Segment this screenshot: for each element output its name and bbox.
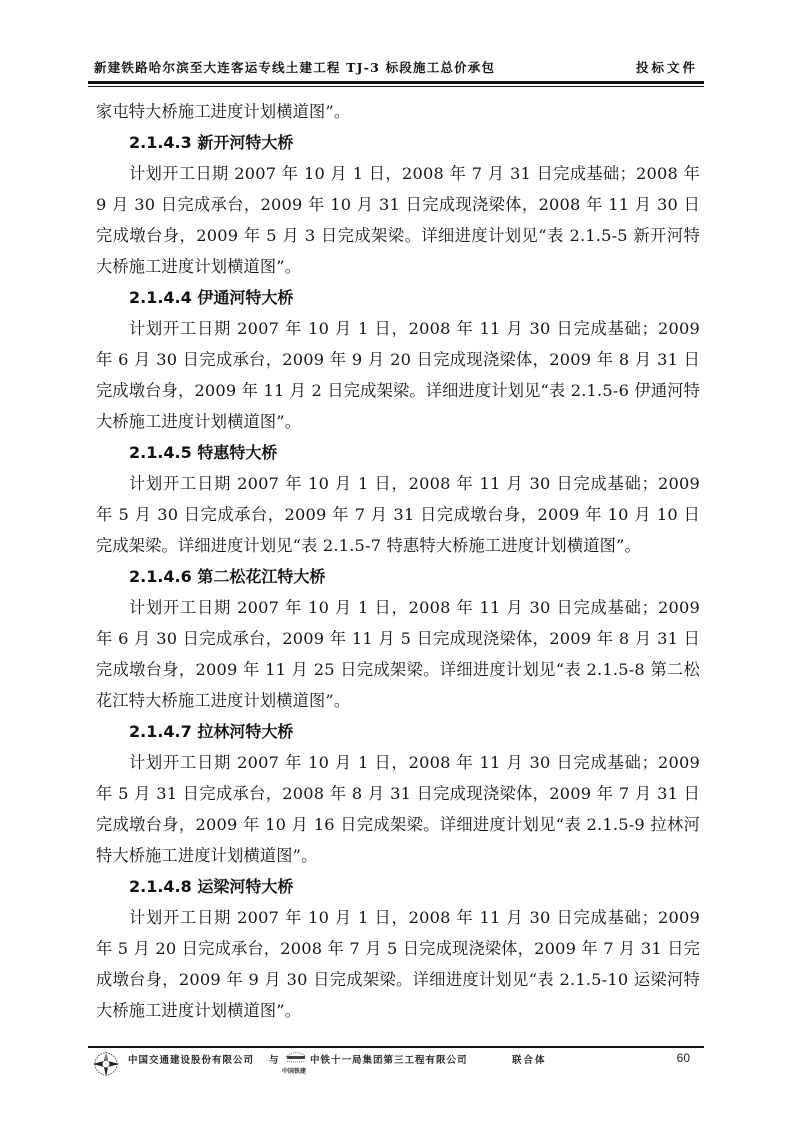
section-2-1-4-3 xyxy=(96,127,700,282)
company-name-2: 中铁十一局集团第三工程有限公司 xyxy=(310,1055,468,1066)
section-paragraph: 计划开工日期 2007 年 10 月 1 日，2008 年 11 月 30 日完成基础；2009 年 6 月 30 日完成承台，2009 年 9 月 20 日完成现浇梁体，2009 年 8 月 31 日完成墩台身，2009 年 11 月 2 日完成架梁。详细进度计划见“表 2.1.5-6 伊通河特大桥施工进度计划横道图”。 xyxy=(96,319,700,431)
section-heading: 2.1.4.8 运梁河特大桥 xyxy=(129,877,294,896)
page-body xyxy=(96,96,700,1026)
section-2-1-4-4 xyxy=(96,282,700,437)
section-paragraph: 计划开工日期 2007 年 10 月 1 日，2008 年 11 月 30 日完成基础；2009 年 5 月 20 日完成承台，2008 年 7 月 5 日完成现浇梁体，2009 年 7 月 31 日完成墩台身，2009 年 9 月 30 日完成架梁。详细进度计划见“表 2.1.5-10 运梁河特大桥施工进度计划横道图”。 xyxy=(96,908,700,1020)
section-paragraph: 计划开工日期 2007 年 10 月 1 日，2008 年 11 月 30 日完成基础；2009 年 6 月 30 日完成承台，2009 年 11 月 5 日完成现浇梁体，2009 年 8 月 31 日完成墩台身，2009 年 11 月 25 日完成架梁。详细进度计划见“表 2.1.5-8 第二松花江特大桥施工进度计划横道图”。 xyxy=(96,598,700,710)
section-2-1-4-8 xyxy=(96,871,700,1026)
section-paragraph: 计划开工日期 2007 年 10 月 1 日，2008 年 11 月 30 日完成基础；2009 年 5 月 31 日完成承台，2008 年 8 月 31 日完成现浇梁体，2009 年 7 月 31 日完成墩台身，2009 年 10 月 16 日完成架梁。详细进度计划见“表 2.1.5-9 拉林河特大桥施工进度计划横道图”。 xyxy=(96,753,700,865)
header-doc-type: 投标文件 xyxy=(635,60,698,75)
page-header xyxy=(88,56,704,90)
footer-conjunction: 与 xyxy=(269,1055,279,1066)
joint-venture-label: 联合体 xyxy=(512,1055,547,1066)
section-heading: 2.1.4.4 伊通河特大桥 xyxy=(129,288,294,307)
page-footer xyxy=(88,1046,704,1086)
section-2-1-4-7 xyxy=(96,716,700,871)
section-paragraph: 计划开工日期 2007 年 10 月 1 日，2008 年 11 月 30 日完成基础；2009 年 5 月 30 日完成承台，2009 年 7 月 31 日完成墩台身，2009 年 10 月 10 日完成架梁。详细进度计划见“表 2.1.5-7 特惠特大桥施工进度计划横道图”。 xyxy=(96,474,700,555)
section-heading: 2.1.4.5 特惠特大桥 xyxy=(129,443,278,462)
footer-rule xyxy=(88,1046,704,1048)
logo2-caption: 中国铁建 xyxy=(282,1068,307,1075)
railway-logo-icon xyxy=(284,1049,308,1063)
company-name-1: 中国交通建设股份有限公司 xyxy=(128,1055,255,1066)
page-number: 60 xyxy=(676,1051,690,1065)
header-rule-thick xyxy=(88,81,704,84)
header-title: 新建铁路哈尔滨至大连客运专线土建工程 TJ-3 标段施工总价承包 xyxy=(94,60,496,75)
section-2-1-4-6 xyxy=(96,561,700,716)
section-2-1-4-5 xyxy=(96,437,700,561)
intro-continuation: 家屯特大桥施工进度计划横道图”。 xyxy=(96,102,351,121)
section-heading: 2.1.4.7 拉林河特大桥 xyxy=(129,722,294,741)
compass-logo-icon xyxy=(92,1050,120,1078)
section-paragraph: 计划开工日期 2007 年 10 月 1 日，2008 年 7 月 31 日完成基础；2008 年 9 月 30 日完成承台，2009 年 10 月 31 日完成现浇梁体，2008 年 11 月 30 日完成墩台身，2009 年 5 月 3 日完成架梁。详细进度计划见“表 2.1.5-5 新开河特大桥施工进度计划横道图”。 xyxy=(96,164,700,276)
header-rule-thin xyxy=(88,86,704,87)
section-heading: 2.1.4.3 新开河特大桥 xyxy=(129,133,294,152)
section-heading: 2.1.4.6 第二松花江特大桥 xyxy=(129,567,326,586)
